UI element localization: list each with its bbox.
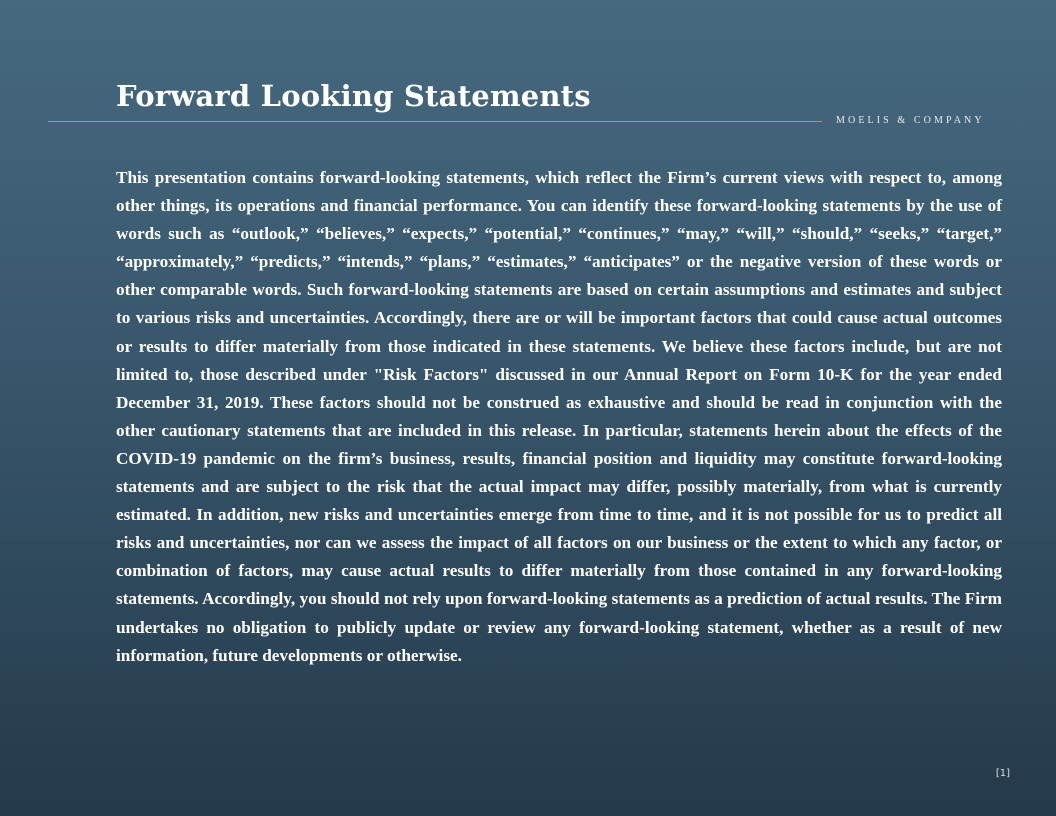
company-logo: MOELIS & COMPANY (836, 115, 985, 126)
forward-looking-statement-paragraph: This presentation contains forward-looking statements, which reflect the Firm’s current views with respect to, among other things, its operations and financial performance. You can identify these forward-looking statements by the use of words such as “outlook,” “believes,” “expects,” “potential,” “continues,” “may,” “will,” “should,” “seeks,” “target,” “approximately,” “predicts,” “intends,” “plans,” “estimates,” “anticipates” or the negative version of these words or other comparable words. Such forward-looking statements are based on certain assumptions and estimates and subject to various risks and uncertainties. Accordingly, there are or will be important factors that could cause actual outcomes or results to differ materially from those indicated in these statements. We believe these factors include, but are not limited to, those described under "Risk Factors" discussed in our Annual Report on Form 10-K for the year ended December 31, 2019. These factors should not be construed as exhaustive and should be read in conjunction with the other cautionary statements that are included in this release. In particular, statements herein about the effects of the COVID-19 pandemic on the firm’s business, results, financial position and liquidity may constitute forward-looking statements and are subject to the risk that the actual impact may differ, possibly materially, from what is currently estimated. In addition, new risks and uncertainties emerge from time to time, and it is not possible for us to predict all risks and uncertainties, nor can we assess the impact of all factors on our business or the extent to which any factor, or combination of factors, may cause actual results to differ materially from those contained in any forward-looking statements. Accordingly, you should not rely upon forward-looking statements as a prediction of actual results. The Firm undertakes no obligation to publicly update or review any forward-looking statement, whether as a result of new information, future developments or otherwise. (116, 168, 1002, 665)
page-number: [1] (995, 768, 1010, 779)
page-title: Forward Looking Statements (116, 79, 591, 113)
header-divider (48, 121, 822, 122)
